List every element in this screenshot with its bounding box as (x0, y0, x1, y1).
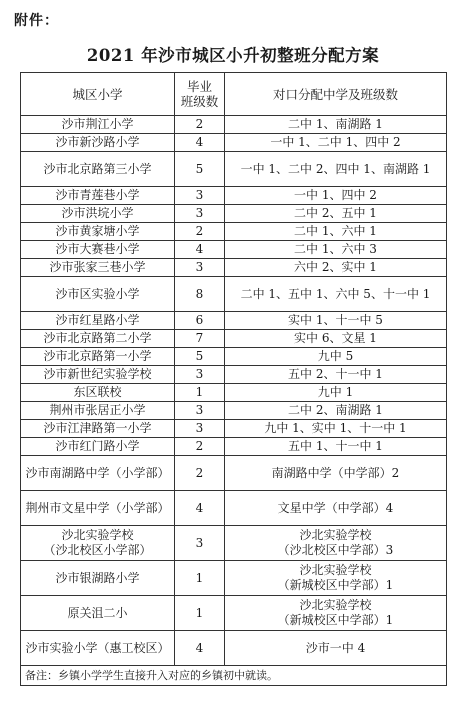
school-cell: 荆州市文星中学（小学部） (21, 491, 175, 526)
header-graduating-classes: 毕业 班级数 (175, 73, 225, 116)
table-note: 备注：乡镇小学学生直接升入对应的乡镇初中就读。 (21, 666, 447, 686)
table-row (21, 420, 447, 438)
school-cell: 沙市青莲巷小学 (21, 187, 175, 205)
school-cell: 东区联校 (21, 384, 175, 402)
allocation-cell: 九中 1、实中 1、十一中 1 (225, 420, 447, 438)
class-count-cell: 6 (175, 312, 225, 330)
school-cell: 沙市实验小学（惠工校区） (21, 631, 175, 666)
allocation-cell: 二中 1、六中 3 (225, 241, 447, 259)
school-cell: 沙市大赛巷小学 (21, 241, 175, 259)
class-count-cell: 5 (175, 152, 225, 187)
table-row (21, 596, 447, 631)
class-count-cell: 2 (175, 223, 225, 241)
school-cell: 沙市北京路第一小学 (21, 348, 175, 366)
school-cell: 沙市洪垸小学 (21, 205, 175, 223)
class-count-cell: 7 (175, 330, 225, 348)
class-count-cell: 1 (175, 384, 225, 402)
class-count-cell: 2 (175, 116, 225, 134)
table-row (21, 438, 447, 456)
table-body (21, 116, 447, 666)
table-row (21, 223, 447, 241)
table-row (21, 241, 447, 259)
allocation-cell: 一中 1、四中 2 (225, 187, 447, 205)
class-count-cell: 5 (175, 348, 225, 366)
school-cell: 沙市北京路第三小学 (21, 152, 175, 187)
table-row (21, 259, 447, 277)
school-cell: 原关沮二小 (21, 596, 175, 631)
table-row (21, 187, 447, 205)
class-count-cell: 3 (175, 205, 225, 223)
table-header-row (21, 73, 447, 116)
allocation-cell: 文星中学（中学部）4 (225, 491, 447, 526)
allocation-cell: 实中 1、十一中 5 (225, 312, 447, 330)
allocation-cell: 一中 1、二中 2、四中 1、南湖路 1 (225, 152, 447, 187)
class-count-cell: 4 (175, 241, 225, 259)
allocation-cell: 实中 6、文星 1 (225, 330, 447, 348)
table-row (21, 456, 447, 491)
table-row (21, 384, 447, 402)
class-count-cell: 8 (175, 277, 225, 312)
table-row (21, 134, 447, 152)
school-cell: 沙北实验学校 （沙北校区小学部） (21, 526, 175, 561)
school-cell: 沙市红门路小学 (21, 438, 175, 456)
school-cell: 沙市新沙路小学 (21, 134, 175, 152)
class-count-cell: 3 (175, 402, 225, 420)
table-row (21, 330, 447, 348)
note-row (21, 666, 447, 686)
table-row (21, 366, 447, 384)
allocation-cell: 二中 2、五中 1 (225, 205, 447, 223)
attachment-label: 附件： (14, 13, 59, 29)
class-count-cell: 2 (175, 438, 225, 456)
document-title: 2021 年沙市城区小升初整班分配方案 (86, 46, 380, 65)
table-row (21, 116, 447, 134)
allocation-cell: 沙北实验学校 （新城校区中学部）1 (225, 561, 447, 596)
school-cell: 沙市黄家塘小学 (21, 223, 175, 241)
table-row (21, 205, 447, 223)
allocation-cell: 二中 1、南湖路 1 (225, 116, 447, 134)
class-count-cell: 2 (175, 456, 225, 491)
table-row (21, 402, 447, 420)
table-row (21, 277, 447, 312)
allocation-cell: 九中 5 (225, 348, 447, 366)
table-row (21, 348, 447, 366)
school-cell: 沙市银湖路小学 (21, 561, 175, 596)
class-count-cell: 1 (175, 561, 225, 596)
school-cell: 沙市区实验小学 (21, 277, 175, 312)
table-row (21, 631, 447, 666)
allocation-table (20, 72, 447, 686)
class-count-cell: 3 (175, 187, 225, 205)
allocation-cell: 南湖路中学（中学部）2 (225, 456, 447, 491)
class-count-cell: 3 (175, 526, 225, 561)
allocation-cell: 沙北实验学校 （新城校区中学部）1 (225, 596, 447, 631)
allocation-cell: 六中 2、实中 1 (225, 259, 447, 277)
class-count-cell: 4 (175, 491, 225, 526)
school-cell: 沙市北京路第二小学 (21, 330, 175, 348)
allocation-cell: 一中 1、二中 1、四中 2 (225, 134, 447, 152)
table-row (21, 152, 447, 187)
class-count-cell: 3 (175, 259, 225, 277)
allocation-cell: 二中 1、五中 1、六中 5、十一中 1 (225, 277, 447, 312)
school-cell: 沙市张家三巷小学 (21, 259, 175, 277)
allocation-cell: 五中 1、十一中 1 (225, 438, 447, 456)
school-cell: 沙市江津路第一小学 (21, 420, 175, 438)
allocation-cell: 沙市一中 4 (225, 631, 447, 666)
school-cell: 沙市南湖路中学（小学部） (21, 456, 175, 491)
allocation-cell: 九中 1 (225, 384, 447, 402)
table-row (21, 491, 447, 526)
school-cell: 荆州市张居正小学 (21, 402, 175, 420)
allocation-cell: 二中 1、六中 1 (225, 223, 447, 241)
allocation-cell: 五中 2、十一中 1 (225, 366, 447, 384)
table-row (21, 312, 447, 330)
class-count-cell: 1 (175, 596, 225, 631)
class-count-cell: 4 (175, 134, 225, 152)
table-row (21, 526, 447, 561)
class-count-cell: 4 (175, 631, 225, 666)
header-primary-school: 城区小学 (21, 73, 175, 116)
class-count-cell: 3 (175, 420, 225, 438)
school-cell: 沙市荆江小学 (21, 116, 175, 134)
allocation-cell: 二中 2、南湖路 1 (225, 402, 447, 420)
class-count-cell: 3 (175, 366, 225, 384)
header-allocation: 对口分配中学及班级数 (225, 73, 447, 116)
allocation-cell: 沙北实验学校 （沙北校区中学部）3 (225, 526, 447, 561)
table-row (21, 561, 447, 596)
school-cell: 沙市红星路小学 (21, 312, 175, 330)
school-cell: 沙市新世纪实验学校 (21, 366, 175, 384)
